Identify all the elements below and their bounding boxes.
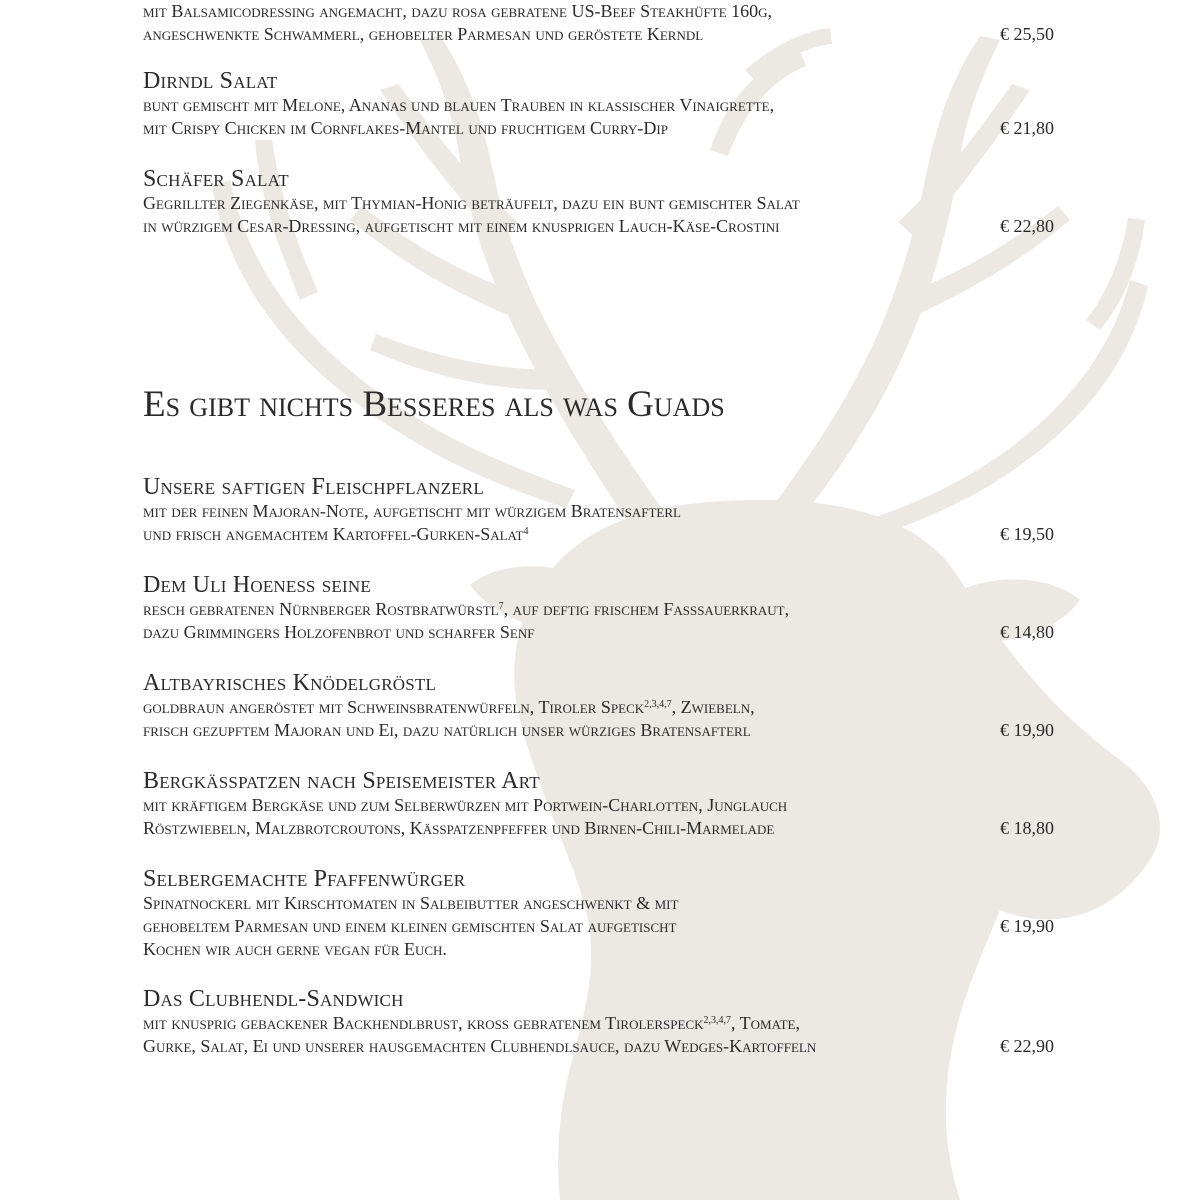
item-price: € 19,90 [1000,916,1054,936]
item-price: € 14,80 [1000,622,1054,642]
item-description [143,500,1073,546]
item-price: € 22,80 [1000,216,1054,236]
menu-item-knoedelgroestl [143,670,1073,742]
allergen-note: 4 [523,526,529,537]
description-line: frisch gezupftem Majoran und Ei, dazu natürlich unser würziges Bratensafterl [143,720,751,740]
description-text: resch gebratenen Nürnberger Rostbratwürstl [143,599,499,619]
description-line: dazu Grimmingers Holzofenbrot und scharfer Senf [143,622,535,642]
item-price: € 19,90 [1000,720,1054,740]
menu-item-uli-hoeness [143,572,1073,644]
description-line: mit der feinen Majoran-Note, aufgetischt mit würzigem Bratensafterl [143,501,681,521]
description-line: mit Crispy Chicken im Cornflakes-Mantel und fruchtigem Curry-Dip [143,118,668,138]
item-title: Unsere saftigen Fleischpflanzerl [143,474,484,500]
section-heading: Es gibt nichts Besseres als was Guads [143,384,725,425]
menu-item-clubhendl-sandwich [143,986,1073,1058]
menu-item-salad-steak [143,0,1073,46]
item-title: Dem Uli Hoeneß seine [143,572,371,598]
item-title: Schäfer Salat [143,166,289,192]
description-line: Gegrillter Ziegenkäse, mit Thymian-Honig beträufelt, dazu ein bunt gemischter Salat [143,193,800,213]
description-line: in würzigem Cesar-Dressing, aufgetischt mit einem knusprigen Lauch-Käse-Crostini [143,216,780,236]
description-line: bunt gemischt mit Melone, Ananas und blauen Trauben in klassischer Vinaigrette, [143,95,775,115]
item-description [143,1012,1073,1058]
description-text: und frisch angemachtem Kartoffel-Gurken-Salat [143,524,524,544]
description-line: Gurke, Salat, Ei und unserer hausgemachten Clubhendlsauce, dazu Wedges-Kartoffeln [143,1036,817,1056]
allergen-note: 7 [498,601,504,612]
item-description [143,598,1073,644]
description-text: goldbraun angeröstet mit Schweinsbratenwürfeln, Tiroler Speck [143,697,645,717]
item-description [143,892,1073,961]
description-line [143,696,1073,719]
item-description [143,794,1073,840]
item-description [143,0,1073,46]
menu-item-fleischpflanzerl [143,474,1073,546]
description-line: Kochen wir auch gerne vegan für Euch. [143,939,447,959]
item-price: € 18,80 [1000,818,1054,838]
menu-item-dirndl-salat [143,68,1073,140]
allergen-note: 2,3,4,7 [644,699,672,710]
description-line [143,1012,1073,1035]
item-title: Dirndl Salat [143,68,278,94]
description-text: , auf deftig frischem Fasssauerkraut, [503,599,790,619]
item-price: € 22,90 [1000,1036,1054,1056]
description-text: mit knusprig gebackener Backhendlbrust, kross gebratenem Tirolerspeck [143,1013,704,1033]
menu-item-schaefer-salat [143,166,1073,238]
description-line: Röstzwiebeln, Malzbrotcroutons, Kässpatzenpfeffer und Birnen-Chili-Marmelade [143,818,775,838]
description-line: mit Balsamicodressing angemacht, dazu rosa gebratene US-Beef Steakhüfte 160g, [143,1,773,21]
description-line: gehobeltem Parmesan und einem kleinen gemischten Salat aufgetischt [143,916,677,936]
item-title: Selbergemachte Pfaffenwürger [143,866,466,892]
item-description [143,192,1073,238]
description-text: , Tomate, [731,1013,800,1033]
item-price: € 21,80 [1000,118,1054,138]
item-title: Bergkässpatzen nach Speisemeister Art [143,768,540,794]
item-title: Das Clubhendl-Sandwich [143,986,404,1012]
item-description [143,696,1073,742]
description-line: Spinatnockerl mit Kirschtomaten in Salbeibutter angeschwenkt & mit [143,893,679,913]
description-line: mit kräftigem Bergkäse und zum Selberwürzen mit Portwein-Charlotten, Junglauch [143,795,788,815]
item-description [143,94,1073,140]
description-text: , Zwiebeln, [671,697,755,717]
description-line [143,598,1073,621]
menu-item-pfaffenwuerger [143,866,1073,961]
item-price: € 19,50 [1000,524,1054,544]
item-price: € 25,50 [1000,24,1054,44]
item-title: Altbayrisches Knödelgröstl [143,670,437,696]
description-line [143,523,1073,546]
menu-item-bergkaesspatzen [143,768,1073,840]
description-line: angeschwenkte Schwammerl, gehobelter Parmesan und geröstete Kerndl [143,24,704,44]
allergen-note: 2,3,4,7 [703,1015,731,1026]
